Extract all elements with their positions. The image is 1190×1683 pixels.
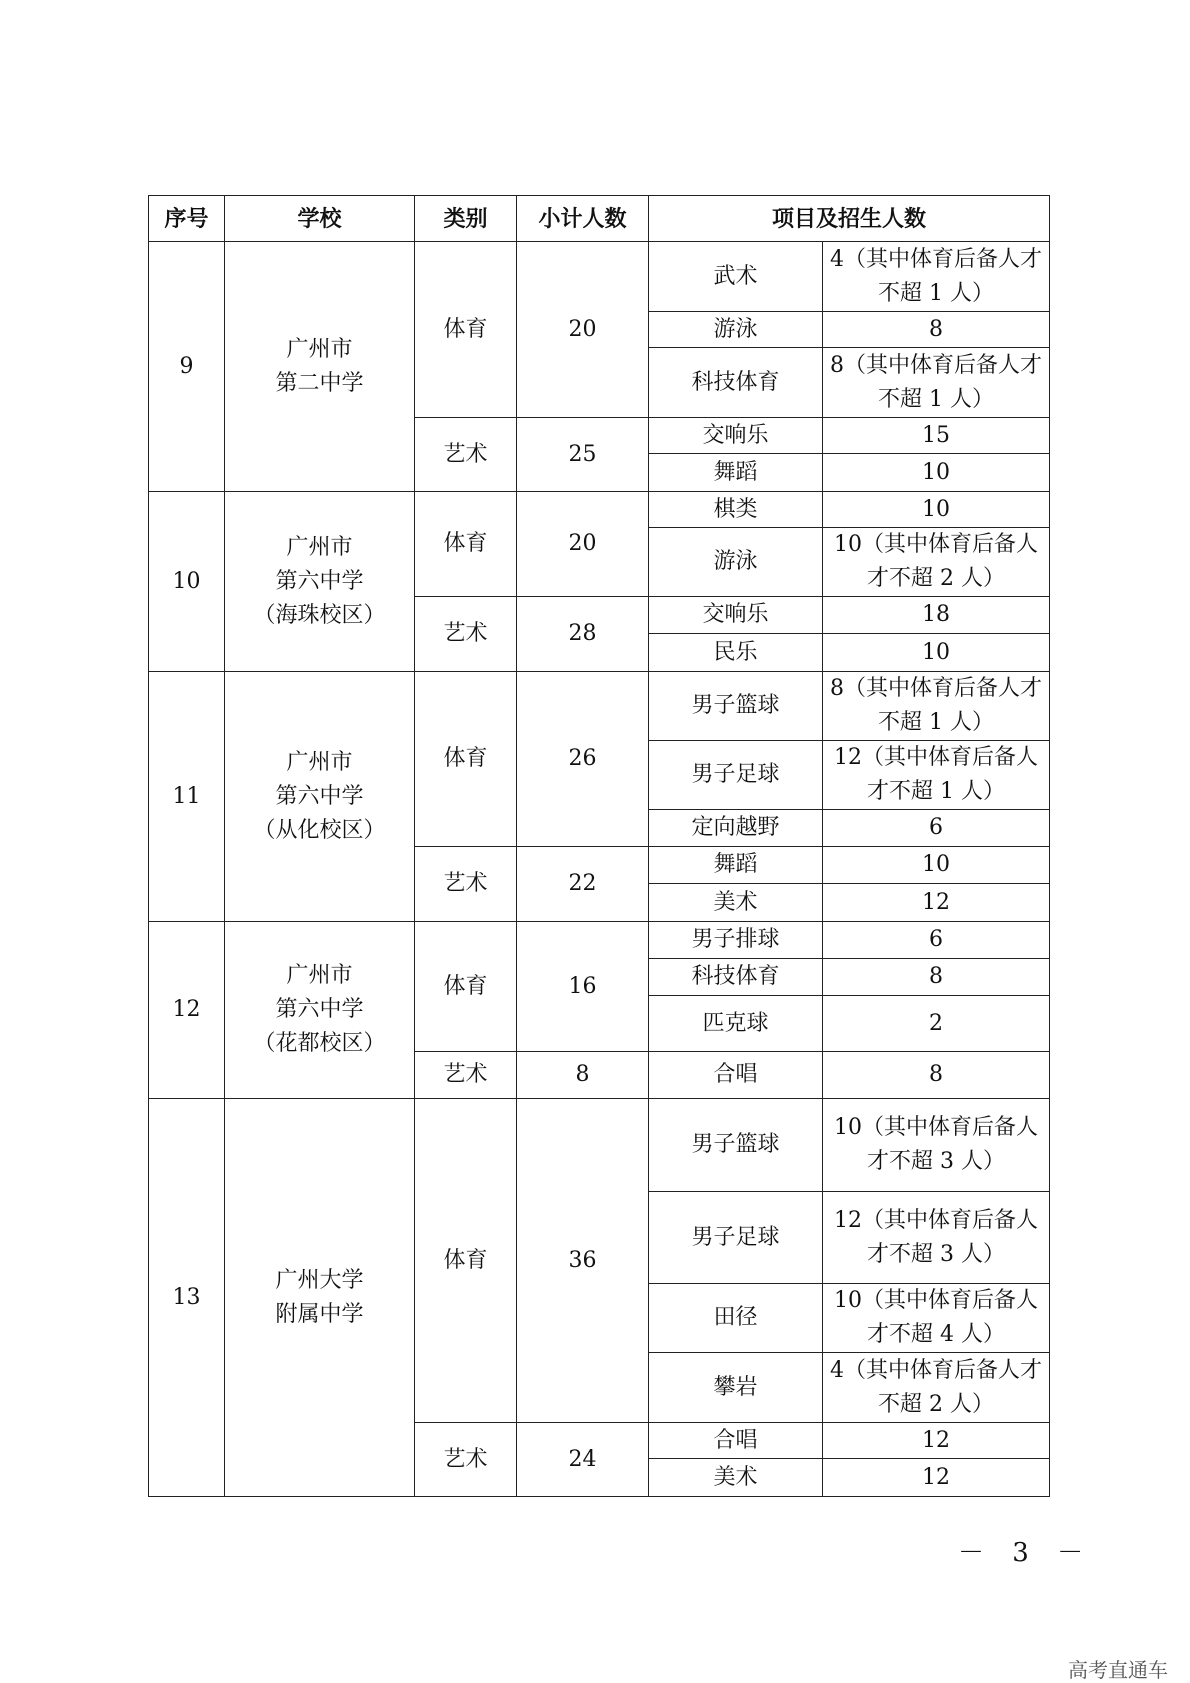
- header-serial: 序号: [149, 196, 225, 242]
- watermark: 高考直通车: [1068, 1658, 1168, 1682]
- count-cell: 4（其中体育后备人才不超 2 人）: [823, 1353, 1050, 1423]
- category-cell: 体育: [415, 1099, 517, 1423]
- project-cell: 科技体育: [649, 959, 823, 996]
- subtotal-cell: 24: [517, 1423, 649, 1497]
- count-cell: 15: [823, 418, 1050, 454]
- school-cell: 广州市 第六中学 （海珠校区）: [225, 492, 415, 672]
- count-cell: 8: [823, 312, 1050, 348]
- count-cell: 4（其中体育后备人才不超 1 人）: [823, 242, 1050, 312]
- subtotal-cell: 16: [517, 922, 649, 1052]
- header-school: 学校: [225, 196, 415, 242]
- project-cell: 游泳: [649, 312, 823, 348]
- project-cell: 交响乐: [649, 418, 823, 454]
- project-cell: 匹克球: [649, 996, 823, 1052]
- category-cell: 艺术: [415, 1052, 517, 1099]
- subtotal-cell: 20: [517, 242, 649, 418]
- header-projects: 项目及招生人数: [649, 196, 1050, 242]
- table-header-row: [149, 196, 1050, 242]
- project-cell: 男子篮球: [649, 1099, 823, 1192]
- count-cell: 6: [823, 922, 1050, 959]
- project-cell: 棋类: [649, 492, 823, 528]
- category-cell: 艺术: [415, 847, 517, 922]
- category-cell: 体育: [415, 492, 517, 597]
- project-cell: 合唱: [649, 1052, 823, 1099]
- count-cell: 10（其中体育后备人才不超 3 人）: [823, 1099, 1050, 1192]
- project-cell: 交响乐: [649, 597, 823, 634]
- category-cell: 艺术: [415, 1423, 517, 1497]
- project-cell: 男子足球: [649, 741, 823, 810]
- subtotal-cell: 36: [517, 1099, 649, 1423]
- school-cell: 广州市 第六中学 （从化校区）: [225, 672, 415, 922]
- category-cell: 体育: [415, 672, 517, 847]
- project-cell: 合唱: [649, 1423, 823, 1459]
- project-cell: 舞蹈: [649, 847, 823, 884]
- serial-cell: 13: [149, 1099, 225, 1497]
- serial-cell: 10: [149, 492, 225, 672]
- table-row: [149, 1099, 1050, 1192]
- project-cell: 男子足球: [649, 1192, 823, 1284]
- category-cell: 艺术: [415, 597, 517, 672]
- subtotal-cell: 26: [517, 672, 649, 847]
- count-cell: 10（其中体育后备人才不超 2 人）: [823, 528, 1050, 597]
- header-category: 类别: [415, 196, 517, 242]
- subtotal-cell: 20: [517, 492, 649, 597]
- count-cell: 8（其中体育后备人才不超 1 人）: [823, 348, 1050, 418]
- table-row: [149, 242, 1050, 312]
- project-cell: 男子篮球: [649, 672, 823, 741]
- count-cell: 6: [823, 810, 1050, 847]
- count-cell: 12: [823, 884, 1050, 922]
- project-cell: 科技体育: [649, 348, 823, 418]
- project-cell: 舞蹈: [649, 454, 823, 492]
- project-cell: 武术: [649, 242, 823, 312]
- serial-cell: 12: [149, 922, 225, 1099]
- project-cell: 田径: [649, 1284, 823, 1353]
- subtotal-cell: 8: [517, 1052, 649, 1099]
- subtotal-cell: 28: [517, 597, 649, 672]
- count-cell: 10（其中体育后备人才不超 4 人）: [823, 1284, 1050, 1353]
- project-cell: 美术: [649, 884, 823, 922]
- serial-cell: 9: [149, 242, 225, 492]
- project-cell: 攀岩: [649, 1353, 823, 1423]
- project-cell: 民乐: [649, 634, 823, 672]
- subtotal-cell: 22: [517, 847, 649, 922]
- count-cell: 8: [823, 959, 1050, 996]
- table-row: [149, 492, 1050, 528]
- count-cell: 8（其中体育后备人才不超 1 人）: [823, 672, 1050, 741]
- school-cell: 广州市 第二中学: [225, 242, 415, 492]
- table-row: [149, 922, 1050, 959]
- project-cell: 男子排球: [649, 922, 823, 959]
- admissions-table: [148, 195, 1050, 1497]
- count-cell: 10: [823, 634, 1050, 672]
- count-cell: 10: [823, 454, 1050, 492]
- header-subtotal: 小计人数: [517, 196, 649, 242]
- count-cell: 2: [823, 996, 1050, 1052]
- serial-cell: 11: [149, 672, 225, 922]
- count-cell: 18: [823, 597, 1050, 634]
- category-cell: 体育: [415, 242, 517, 418]
- category-cell: 体育: [415, 922, 517, 1052]
- school-cell: 广州大学 附属中学: [225, 1099, 415, 1497]
- count-cell: 10: [823, 847, 1050, 884]
- table-row: [149, 672, 1050, 741]
- count-cell: 12: [823, 1423, 1050, 1459]
- project-cell: 美术: [649, 1459, 823, 1497]
- page-number: － 3 －: [958, 1538, 1094, 1568]
- subtotal-cell: 25: [517, 418, 649, 492]
- category-cell: 艺术: [415, 418, 517, 492]
- count-cell: 12（其中体育后备人才不超 3 人）: [823, 1192, 1050, 1284]
- count-cell: 10: [823, 492, 1050, 528]
- project-cell: 游泳: [649, 528, 823, 597]
- count-cell: 12（其中体育后备人才不超 1 人）: [823, 741, 1050, 810]
- count-cell: 12: [823, 1459, 1050, 1497]
- project-cell: 定向越野: [649, 810, 823, 847]
- count-cell: 8: [823, 1052, 1050, 1099]
- school-cell: 广州市 第六中学 （花都校区）: [225, 922, 415, 1099]
